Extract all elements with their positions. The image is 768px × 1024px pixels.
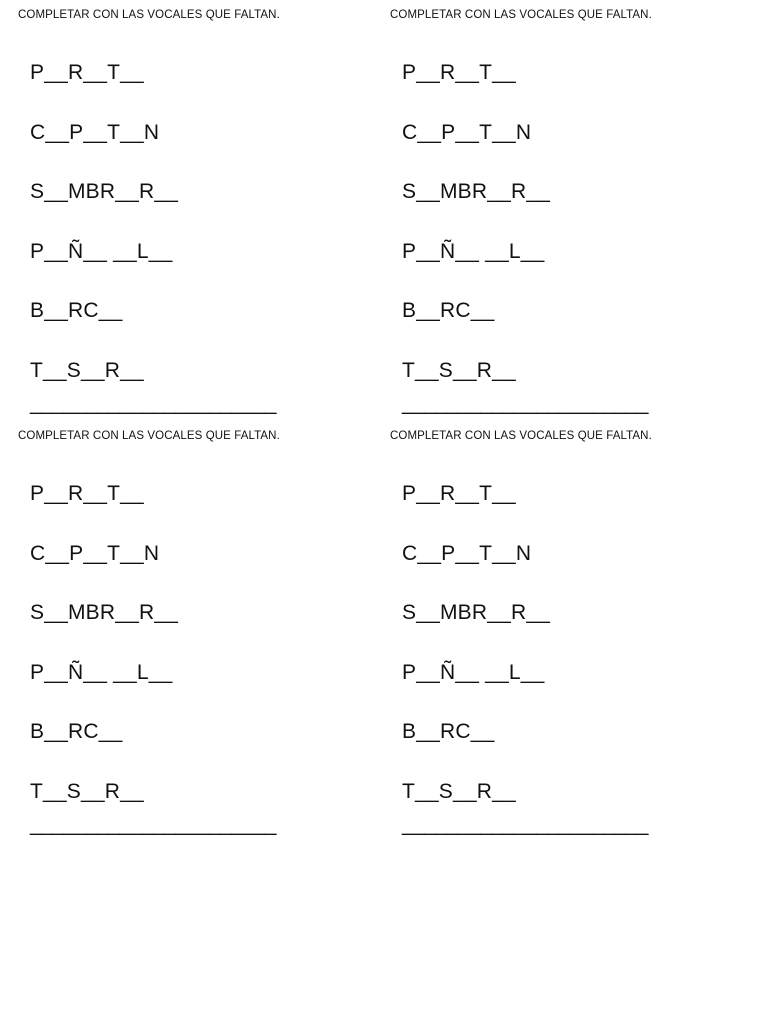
word-item: T__S__R__ — [402, 779, 516, 803]
word-item: S__MBR__R__ — [402, 180, 551, 203]
word-item: B__RC__ — [30, 720, 123, 743]
cut-line: ______________________ — [402, 813, 648, 836]
word-item: P__Ñ__ __L__ — [402, 660, 545, 684]
word-item: S__MBR__R__ — [30, 180, 179, 203]
word-item: P__R__T__ — [30, 61, 144, 84]
word-item: C__P__T__N — [402, 541, 532, 565]
word-item: B__RC__ — [402, 720, 495, 743]
word-item: T__S__R__ — [30, 358, 144, 382]
word-item: P__R__T__ — [402, 61, 516, 84]
word-item: B__RC__ — [30, 299, 123, 322]
worksheet-top-left — [18, 0, 378, 420]
word-item: T__S__R__ — [30, 779, 144, 803]
worksheet-title: COMPLETAR CON LAS VOCALES QUE FALTAN. — [390, 430, 652, 442]
word-item: P__Ñ__ __L__ — [30, 660, 173, 684]
word-item: P__R__T__ — [402, 482, 516, 505]
word-item: S__MBR__R__ — [402, 601, 551, 624]
word-list — [402, 58, 550, 415]
word-item: C__P__T__N — [402, 120, 532, 144]
word-item: S__MBR__R__ — [30, 601, 179, 624]
word-list — [30, 479, 178, 836]
worksheet-title: COMPLETAR CON LAS VOCALES QUE FALTAN. — [18, 430, 280, 442]
word-item: C__P__T__N — [30, 120, 160, 144]
word-item: C__P__T__N — [30, 541, 160, 565]
word-item: T__S__R__ — [402, 358, 516, 382]
worksheet-bottom-right — [390, 421, 750, 841]
worksheet-bottom-left — [18, 421, 378, 841]
cut-line: ______________________ — [30, 813, 276, 836]
word-list — [30, 58, 178, 415]
cut-line: ______________________ — [402, 392, 648, 415]
worksheet-title: COMPLETAR CON LAS VOCALES QUE FALTAN. — [18, 9, 280, 21]
word-item: B__RC__ — [402, 299, 495, 322]
word-item: P__Ñ__ __L__ — [30, 239, 173, 263]
worksheet-title: COMPLETAR CON LAS VOCALES QUE FALTAN. — [390, 9, 652, 21]
worksheet-top-right — [390, 0, 750, 420]
word-item: P__Ñ__ __L__ — [402, 239, 545, 263]
word-item: P__R__T__ — [30, 482, 144, 505]
cut-line: ______________________ — [30, 392, 276, 415]
word-list — [402, 479, 550, 836]
